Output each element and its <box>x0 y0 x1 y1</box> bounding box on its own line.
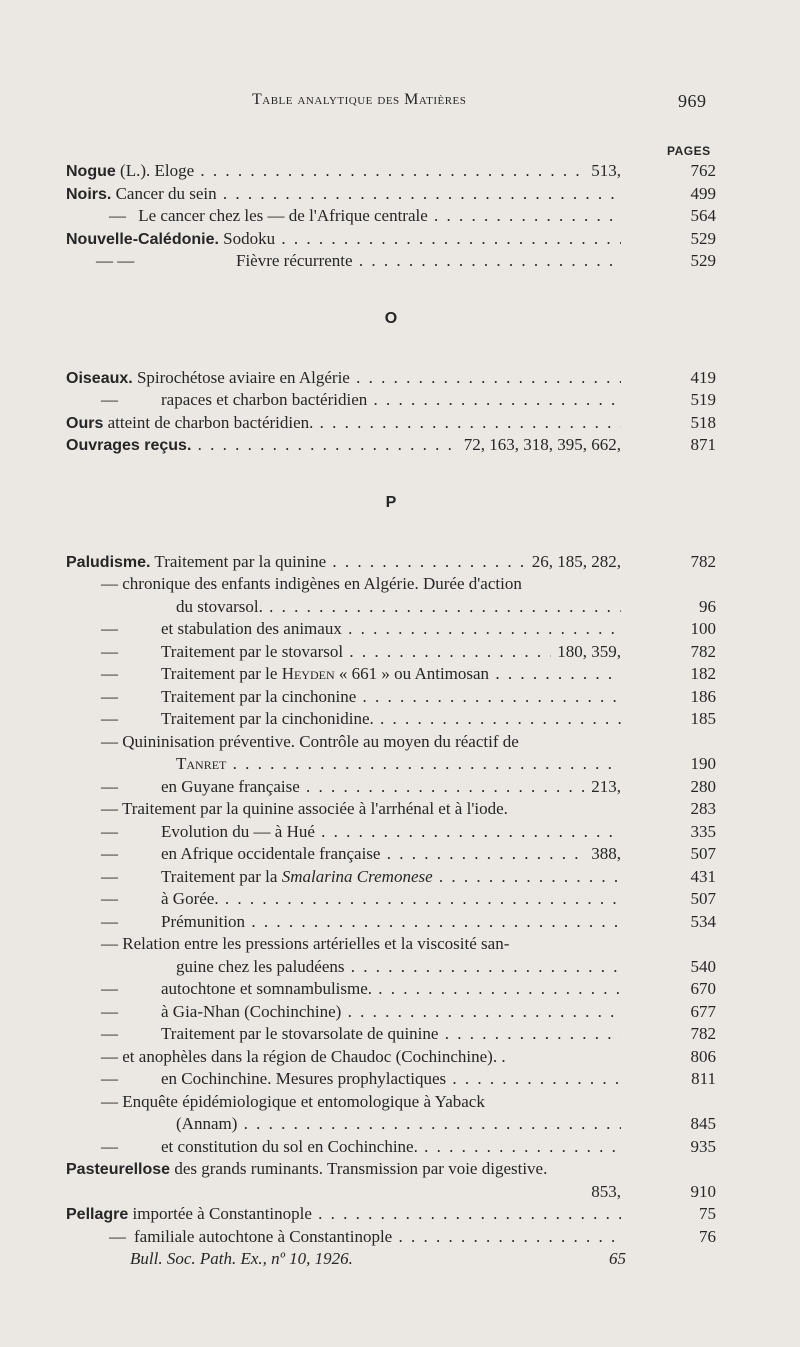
entry-body: — Quininisation préventive. Contrôle au moyen du réactif de <box>101 731 519 751</box>
index-entry <box>66 708 716 731</box>
index-entry <box>66 1181 716 1204</box>
entry-body: Traitement par le stovarsolate de quinine <box>161 1024 439 1043</box>
entry-page: 935 <box>690 1136 716 1156</box>
footer-citation: Bull. Soc. Path. Ex., nº 10, 1926. <box>130 1249 353 1268</box>
index-entry <box>66 1158 716 1181</box>
entry-text <box>66 708 621 731</box>
entry-body: des grands ruminants. Transmission par voie digestive. <box>170 1159 548 1178</box>
entry-page: 811 <box>691 1069 716 1088</box>
index-entry <box>66 956 716 979</box>
entry-page: 100 <box>690 619 716 638</box>
index-entry <box>66 434 716 457</box>
entry-text <box>66 1226 621 1249</box>
entry-heading: Noirs. <box>66 185 112 203</box>
entry-name-smallcaps: Tanret <box>176 754 227 773</box>
entry-text <box>66 956 621 979</box>
entry-body: — Traitement par la quinine associée à l'arrhénal et à l'iode. <box>101 799 508 818</box>
entry-body: autochtone et somnambulisme. <box>161 979 373 998</box>
entry-page: 910 <box>690 1181 716 1201</box>
entry-dash: — <box>109 1226 126 1246</box>
index-entry <box>66 596 716 619</box>
index-entry <box>66 888 716 911</box>
entry-heading: Nouvelle-Calédonie. <box>66 230 219 248</box>
entry-body: Traitement par le stovarsol <box>161 641 344 661</box>
entry-dash: — <box>101 1024 118 1043</box>
entry-dash: — <box>101 889 118 908</box>
index-entry <box>66 686 716 709</box>
entry-refs: 72, 163, 318, 395, 662, <box>458 434 621 457</box>
entry-body: Sodoku <box>218 228 276 248</box>
footer-line <box>66 1248 716 1271</box>
footer-signature: 65 <box>603 1248 626 1271</box>
entry-body: importée à Constantinople <box>128 1204 312 1223</box>
index-entry <box>66 367 716 390</box>
n-section <box>66 160 716 273</box>
pages-column-label: PAGES <box>667 144 711 158</box>
index-entry <box>66 1001 716 1024</box>
entry-body: en Cochinchine. Mesures prophylactiques <box>161 1069 447 1088</box>
index-entry <box>66 978 716 1001</box>
index-entry <box>66 753 716 776</box>
entry-page: 507 <box>690 844 716 863</box>
entry-dash: — <box>101 911 118 931</box>
entry-heading: Pellagre <box>66 1206 129 1223</box>
entry-refs: 853, <box>585 1181 621 1204</box>
entry-body: atteint de charbon bactéridien. <box>103 412 314 432</box>
index-entry <box>66 663 716 686</box>
entry-page: 96 <box>699 596 716 616</box>
entry-body: en Afrique occidentale française <box>161 844 381 863</box>
index-entry <box>66 1203 716 1226</box>
entry-body: — chronique des enfants indigènes en Algérie. Durée d'action <box>101 574 522 593</box>
entry-text <box>66 250 621 273</box>
entry-body: Traitement par la cinchonidine. <box>161 709 374 728</box>
entry-page: 670 <box>690 979 716 998</box>
entry-refs: 180, 359, <box>551 641 621 664</box>
entry-dash: — — <box>96 251 135 270</box>
entry-text <box>66 618 621 641</box>
entry-body: Le cancer chez les — de l'Afrique centrale <box>134 206 428 225</box>
entry-page: 871 <box>690 435 716 454</box>
index-entry <box>66 389 716 412</box>
entry-text <box>66 412 621 436</box>
entry-body: Cancer du sein <box>111 183 217 203</box>
entry-text <box>66 911 621 934</box>
entry-page: 419 <box>690 367 716 387</box>
entry-body: du stovarsol. <box>176 596 263 616</box>
entry-text <box>66 843 621 866</box>
entry-dash: — <box>101 866 118 886</box>
entry-page: 529 <box>690 228 716 248</box>
entry-text <box>66 1068 621 1091</box>
entry-body: Traitement par la cinchonine <box>161 686 357 706</box>
entry-body: Traitement par la quinine <box>150 551 327 571</box>
entry-text <box>66 888 621 911</box>
entry-body: guine chez les paludéens <box>176 956 345 976</box>
entry-heading: Ours <box>66 414 104 432</box>
entry-page: 529 <box>690 251 716 270</box>
entry-page: 540 <box>690 956 716 976</box>
entry-page: 76 <box>699 1226 716 1246</box>
entry-page: 845 <box>690 1114 716 1133</box>
page-number: 969 <box>678 91 707 111</box>
entry-body: en Guyane française <box>161 776 300 796</box>
entry-page: 782 <box>690 551 716 571</box>
entry-text <box>66 641 621 664</box>
entry-heading: Nogue <box>66 163 116 180</box>
entry-dash: — <box>101 686 118 706</box>
entry-page: 499 <box>690 183 716 203</box>
entry-body: — Enquête épidémiologique et entomologique à Yaback <box>101 1091 485 1111</box>
entry-body: à Gorée. <box>161 889 219 908</box>
entry-body: à Gia-Nhan (Cochinchine) <box>161 1001 342 1021</box>
entry-page: 564 <box>690 206 716 225</box>
entry-page: 534 <box>690 911 716 931</box>
entry-text <box>66 1091 621 1114</box>
entry-refs: 388, <box>585 843 621 866</box>
entry-text <box>66 1023 621 1046</box>
entry-text <box>66 1136 621 1159</box>
entry-body: (Annam) <box>176 1114 238 1133</box>
entry-name-smallcaps: Heyden <box>281 664 335 683</box>
o-section <box>66 367 716 457</box>
running-header <box>0 88 800 114</box>
entry-dash: — <box>101 390 118 409</box>
entry-body: Evolution du — à Hué <box>161 821 315 841</box>
entry-page: 190 <box>690 754 716 773</box>
entry-dash: — <box>101 1069 118 1088</box>
entry-text <box>66 933 621 956</box>
entry-dash: — <box>101 776 118 796</box>
index-entry <box>66 412 716 435</box>
index-entry <box>66 911 716 934</box>
entry-dash: — <box>101 844 118 863</box>
index-entry <box>66 228 716 251</box>
entry-italic: Smalarina Cremonese <box>281 866 433 886</box>
entry-page: 75 <box>699 1204 716 1223</box>
entry-text <box>66 1046 621 1069</box>
section-letter-p: P <box>385 493 397 511</box>
entry-body: Fièvre récurrente <box>236 251 353 270</box>
entry-dash: — <box>109 206 126 225</box>
index-entry <box>66 160 716 183</box>
index-entry <box>66 1226 716 1249</box>
entry-page: 519 <box>690 390 716 409</box>
entry-page: 335 <box>690 821 716 841</box>
index-entry <box>66 1113 716 1136</box>
entry-page: 182 <box>690 664 716 683</box>
index-entry <box>66 573 716 596</box>
entry-page: 280 <box>690 776 716 796</box>
index-entry <box>66 618 716 641</box>
entry-page: 518 <box>690 412 716 432</box>
entry-body: familiale autochtone à Constantinople <box>134 1226 393 1246</box>
index-entry <box>66 821 716 844</box>
index-entry <box>66 205 716 228</box>
index-entry <box>66 843 716 866</box>
entry-dash: — <box>101 641 118 661</box>
entry-heading: Ouvrages reçus. <box>66 437 192 454</box>
entry-text <box>66 183 621 207</box>
entry-text <box>66 367 621 391</box>
index-entry <box>66 798 716 821</box>
entry-dash: — <box>101 709 118 728</box>
entry-text <box>66 1203 621 1227</box>
entry-text <box>66 798 621 821</box>
index-entry <box>66 1046 716 1069</box>
entry-text <box>66 753 621 776</box>
entry-text <box>66 1113 621 1136</box>
entry-body: Traitement par le <box>161 664 282 683</box>
entry-body: — et anophèles dans la région de Chaudoc (Cochinchine). . <box>101 1046 506 1066</box>
entry-text <box>66 1001 621 1024</box>
entry-text <box>66 573 621 596</box>
entry-dash: — <box>101 1001 118 1021</box>
entry-page: 762 <box>690 161 716 180</box>
index-entry <box>66 641 716 664</box>
entry-text <box>66 686 621 709</box>
index-entry <box>66 551 716 574</box>
entry-text <box>66 389 621 412</box>
index-entries <box>66 160 716 1271</box>
entry-text <box>66 663 621 686</box>
index-entry <box>66 731 716 754</box>
index-entry <box>66 933 716 956</box>
entry-text <box>66 978 621 1001</box>
entry-dash: — <box>101 664 118 683</box>
entry-text <box>66 205 621 228</box>
entry-heading: Paludisme. <box>66 553 151 571</box>
entry-text <box>66 228 621 252</box>
entry-heading: Pasteurellose <box>66 1161 171 1178</box>
entry-body-cont: « 661 » ou Antimosan <box>334 664 490 683</box>
entry-page: 782 <box>690 641 716 661</box>
entry-body: (L.). Eloge <box>115 161 195 180</box>
index-entry <box>66 1023 716 1046</box>
index-entry <box>66 866 716 889</box>
entry-text <box>66 731 621 754</box>
entry-page: 431 <box>690 866 716 886</box>
index-entry <box>66 776 716 799</box>
entry-body: Traitement par la <box>161 866 282 886</box>
entry-dash: — <box>101 619 118 638</box>
entry-body: Prémunition <box>161 911 246 931</box>
index-entry <box>66 1068 716 1091</box>
index-entry <box>66 250 716 273</box>
index-entry <box>66 183 716 206</box>
entry-body: et constitution du sol en Cochinchine. <box>161 1136 418 1156</box>
index-entry <box>66 1091 716 1114</box>
p-section <box>66 551 716 1249</box>
index-entry <box>66 1136 716 1159</box>
entry-text <box>66 160 621 184</box>
entry-page: 507 <box>690 889 716 908</box>
entry-refs: 26, 185, 282, <box>526 551 621 574</box>
entry-dash: — <box>101 821 118 841</box>
entry-body: Spirochétose aviaire en Algérie <box>132 367 350 387</box>
entry-refs: 513, <box>585 160 621 183</box>
running-title: Table analytique des Matières <box>252 91 467 108</box>
section-letter-o: O <box>384 309 398 327</box>
entry-body: — Relation entre les pressions artérielles et la viscosité san- <box>101 934 510 953</box>
entry-page: 677 <box>690 1001 716 1021</box>
entry-refs: 213, <box>585 776 621 799</box>
entry-page: 283 <box>690 799 716 818</box>
entry-body: rapaces et charbon bactéridien <box>161 390 368 409</box>
entry-page: 806 <box>690 1046 716 1066</box>
entry-text <box>66 821 621 844</box>
entry-text <box>66 866 621 889</box>
entry-text <box>66 1158 621 1182</box>
entry-page: 185 <box>690 709 716 728</box>
entry-text <box>66 776 621 799</box>
entry-heading: Oiseaux. <box>66 369 133 387</box>
entry-page: 186 <box>690 686 716 706</box>
entry-dash: — <box>101 1136 118 1156</box>
entry-dash: — <box>101 979 118 998</box>
entry-page: 782 <box>690 1024 716 1043</box>
entry-text <box>66 596 621 619</box>
entry-body: et stabulation des animaux <box>161 619 342 638</box>
